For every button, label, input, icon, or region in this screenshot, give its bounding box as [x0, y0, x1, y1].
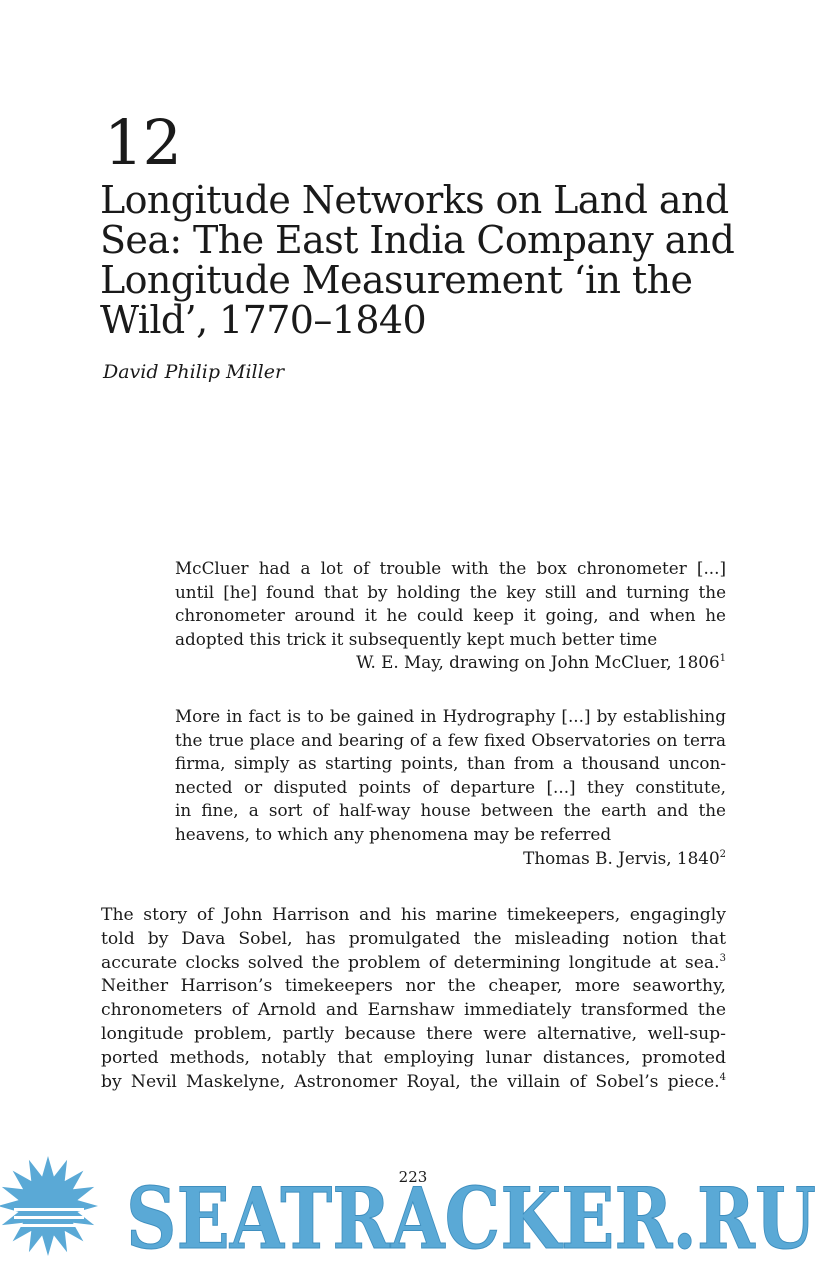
chapter-title-line: Wild’, 1770–1840: [100, 298, 427, 342]
watermark-text: SEATRACKER.RU: [126, 1169, 816, 1262]
epigraph-line: in fine, a sort of half-way house between the earth and the: [175, 800, 726, 821]
epigraph-attribution: [175, 651, 726, 675]
chapter-number: 12: [104, 106, 181, 179]
epigraph-line: nected or disputed points of departure [...] they constitute,: [175, 776, 726, 797]
body-line: [101, 1071, 726, 1095]
footnote-ref[interactable]: 4: [719, 1071, 726, 1083]
body-line: told by Dava Sobel, has promulgated the misleading notion that: [101, 928, 726, 949]
epigraph-line: McCluer had a lot of trouble with the box chronometer [...]: [175, 558, 726, 578]
body-line: The story of John Harrison and his marine timekeepers, engagingly: [101, 905, 726, 925]
footnote-ref[interactable]: 3: [719, 952, 726, 964]
chapter-author: David Philip Miller: [103, 361, 285, 383]
body-line: ported methods, notably that employing lunar distances, promoted: [101, 1047, 726, 1068]
body-line: longitude problem, partly because there were alternative, well-sup-: [101, 1023, 726, 1044]
body-line: [101, 952, 726, 976]
footnote-ref[interactable]: 1: [719, 653, 726, 665]
chapter-title-line: Longitude Measurement ‘in the: [100, 258, 693, 302]
footnote-ref[interactable]: 2: [719, 848, 726, 860]
epigraph-line: the true place and bearing of a few fixed Observatories on terra: [175, 729, 726, 750]
epigraph-line: chronometer around it he could keep it going, and when he: [175, 605, 726, 626]
epigraph-1: [175, 557, 726, 675]
body-line-text: accurate clocks solved the problem of determining longitude at sea.: [101, 952, 720, 973]
body-line: chronometers of Arnold and Earnshaw immediately transformed the: [101, 1000, 726, 1021]
epigraph-line: adopted this trick it subsequently kept much better time: [175, 628, 658, 649]
chapter-title-line: Sea: The East India Company and: [100, 218, 735, 262]
page-number: 223: [398, 1168, 428, 1186]
chapter-title-line: Longitude Networks on Land and: [100, 178, 729, 222]
epigraph-line: until [he] found that by holding the key still and turning the: [175, 581, 726, 602]
body-paragraph: [101, 904, 726, 1094]
body-line-text: by Nevil Maskelyne, Astronomer Royal, the villain of Sobel’s piece.: [101, 1071, 720, 1092]
epigraph-attribution: [175, 847, 726, 871]
epigraph-2: [175, 705, 726, 870]
body-line: Neither Harrison’s timekeepers nor the cheaper, more seaworthy,: [101, 976, 726, 997]
epigraph-line: heavens, to which any phenomena may be referred: [175, 823, 612, 844]
epigraph-attribution-text: W. E. May, drawing on John McCluer, 1806: [356, 652, 720, 673]
chapter-title: [100, 180, 740, 340]
epigraph-line: More in fact is to be gained in Hydrography [...] by establishing: [175, 706, 726, 726]
epigraph-line: firma, simply as starting points, than from a thousand uncon-: [175, 753, 726, 774]
epigraph-attribution-text: Thomas B. Jervis, 1840: [523, 847, 720, 868]
